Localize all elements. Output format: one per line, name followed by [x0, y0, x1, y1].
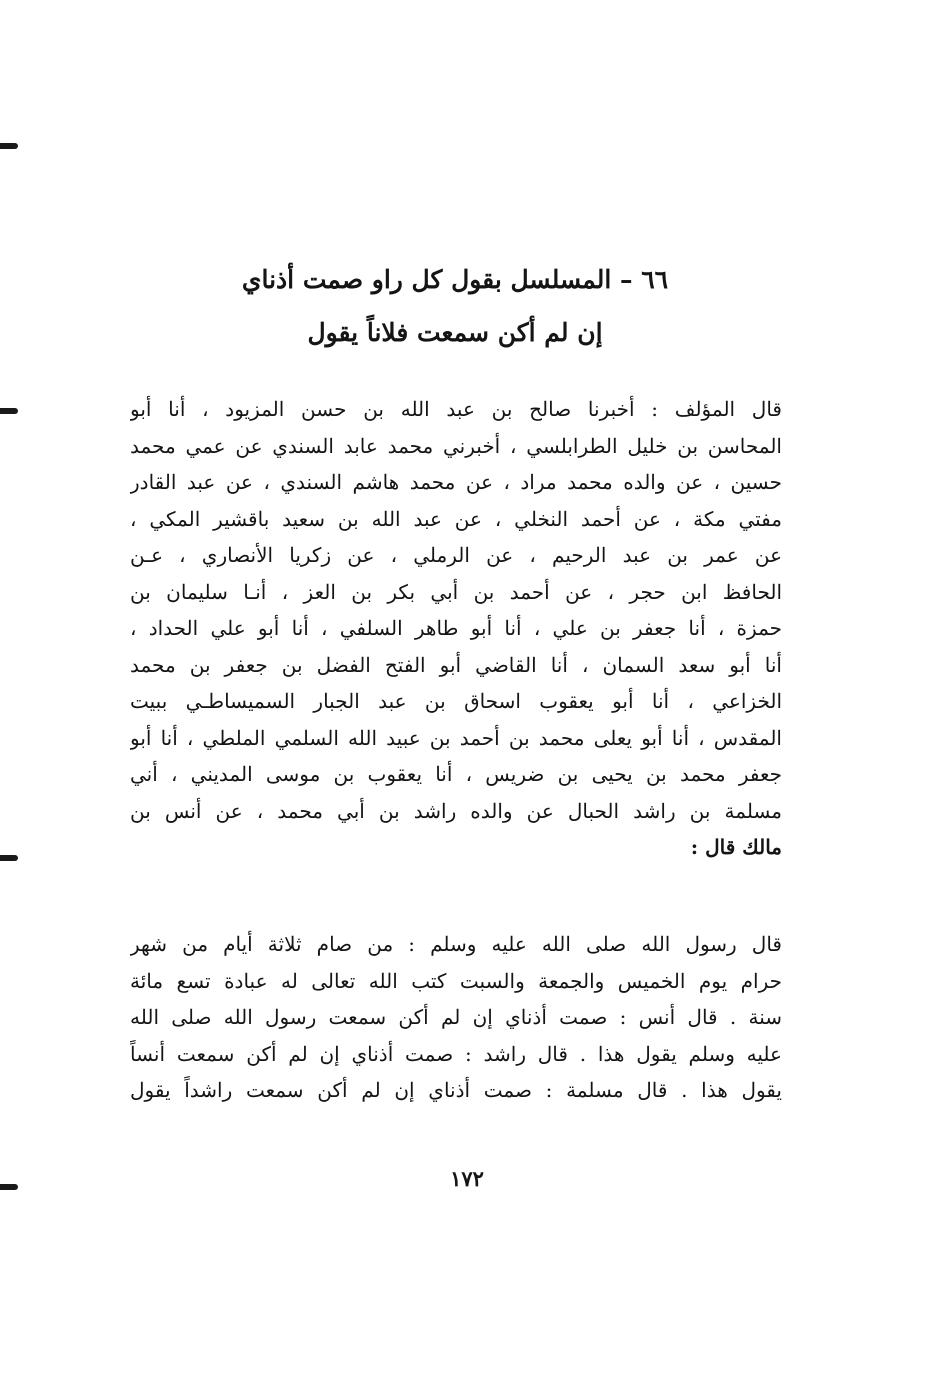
text-line: سنة . قال أنس : صمت أذناي إن لم أكن سمعت رسول الله صلى الله [130, 1005, 782, 1029]
text-line: حمزة ، أنا جعفر بن علي ، أنا أبو طاهر السلفي ، أنا أبو علي الحداد ، [130, 616, 782, 640]
text-line: مسلمة بن راشد الحبال عن والده راشد بن أبي محمد ، عن أنس بن [130, 798, 782, 823]
text-line: الخزاعي ، أنا أبو يعقوب اسحاق بن عبد الجبار السميساطـي ببيت [130, 689, 782, 713]
text-line: أنا أبو سعد السمان ، أنا القاضي أبو الفتح الفضل بن جعفر بن محمد [130, 652, 782, 677]
text-line: مفتي مكة ، عن أحمد النخلي ، عن عبد الله بن سعيد باقشير المكي ، [130, 506, 782, 531]
text-line: المقدس ، أنا أبو يعلى محمد بن أحمد بن عبيد الله السلمي الملطي ، أنا أبو [130, 725, 782, 750]
text-line: حرام يوم الخميس والجمعة والسبت كتب الله تعالى له عبادة تسع مائة [130, 968, 782, 993]
text-line: الحافظ ابن حجر ، عن أحمد بن أبي بكر بن العز ، أنـا سليمان بن [130, 579, 782, 604]
text-line: عن عمر بن عبد الرحيم ، عن الرملي ، عن زكريا الأنصاري ، عـن [130, 543, 782, 567]
text-line: مالك قال : [690, 835, 782, 859]
chapter-heading-line-1: ٦٦ – المسلسل بقول كل راو صمت أذناي [241, 265, 669, 294]
scan-edge-mark [0, 855, 18, 861]
text-line: جعفر محمد بن يحيى بن ضريس ، أنا يعقوب بن موسى المديني ، أني [130, 762, 782, 786]
hadith-paragraph [130, 926, 782, 1109]
text-line: حسين ، عن والده محمد مراد ، عن محمد هاشم السندي ، عن عبد القادر [130, 470, 782, 494]
isnad-paragraph [130, 391, 782, 866]
text-line: المحاسن بن خليل الطرابلسي ، أخبرني محمد عابد السندي عن عمي محمد [130, 433, 782, 458]
chapter-heading-line-2: إن لم أكن سمعت فلاناً يقول [307, 318, 603, 347]
text-line: قال رسول الله صلى الله عليه وسلم : من صام ثلاثة أيام من شهر [130, 932, 782, 956]
text-line: قال المؤلف : أخبرنا صالح بن عبد الله بن حسن المزيود ، أنا أبو [130, 397, 782, 421]
text-line: عليه وسلم يقول هذا . قال راشد : صمت أذناي إن لم أكن سمعت أنساً [130, 1041, 782, 1066]
scan-edge-mark [0, 143, 18, 149]
page-number: ١٧٢ [450, 1166, 484, 1191]
scan-edge-mark [0, 408, 18, 414]
text-line: يقول هذا . قال مسلمة : صمت أذناي إن لم أكن سمعت راشداً يقول [130, 1078, 782, 1102]
